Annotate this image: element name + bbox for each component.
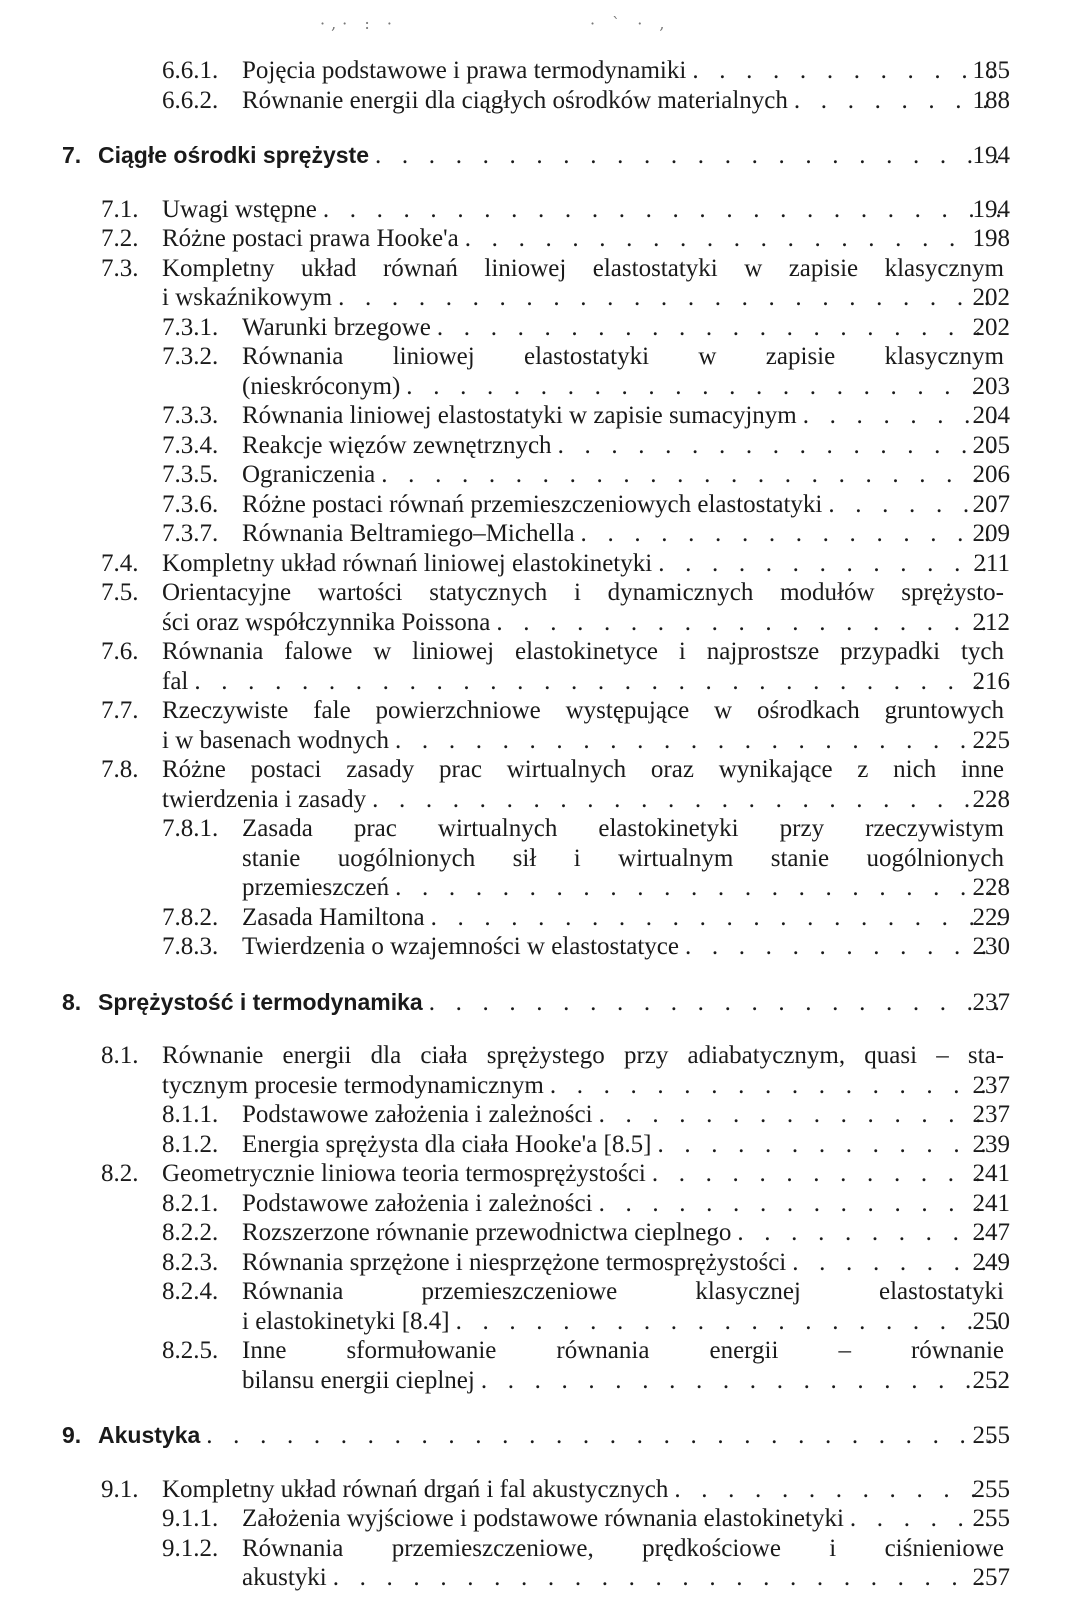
toc-entry-title-line: Różne postaci równań przemieszczeniowych elastostatyki [242, 490, 823, 518]
toc-entry-number: 6.6.1. [162, 57, 219, 84]
toc-entry-title [242, 903, 1004, 933]
dot-leader [395, 873, 1000, 903]
toc-entry-number: 8.2.2. [162, 1219, 219, 1246]
toc-subsection-entry[interactable] [0, 342, 1082, 401]
toc-page-number: 216 [972, 667, 1010, 695]
toc-entry-title-line: akustyki [242, 1564, 327, 1591]
toc-entry-number: 7.7. [101, 697, 139, 724]
dot-leader [381, 460, 1000, 490]
toc-entry-title-line: Równanie energii dla ciała sprężystego przy adiabatycznym, quasi – sta- [162, 1042, 1004, 1069]
toc-page-number: 207 [972, 490, 1010, 518]
toc-entry-title [242, 519, 1004, 549]
toc-entry-number: 7.3.6. [162, 490, 219, 518]
toc-page-number: 247 [972, 1219, 1010, 1246]
toc-subsection-entry[interactable] [0, 490, 1082, 520]
toc-entry-title-line: Rozszerzone równanie przewodnictwa cieplnego [242, 1219, 732, 1246]
toc-section-entry[interactable] [0, 696, 1082, 755]
toc-entry-title-line: Podstawowe założenia i zależności [242, 1101, 593, 1128]
toc-entry-title-line: Rzeczywiste fale powierzchniowe występujące w ośrodkach gruntowych [162, 697, 1004, 724]
toc-entry-number: 8.1.1. [162, 1101, 219, 1128]
toc-section-entry[interactable] [0, 755, 1082, 814]
dot-leader [599, 1189, 1000, 1219]
toc-section-entry[interactable] [0, 637, 1082, 696]
toc-page-number: 228 [972, 785, 1010, 813]
dot-leader [206, 1421, 1000, 1451]
toc-entry-title-line: Inne sformułowanie równania energii – równanie [242, 1337, 1004, 1364]
toc-subsection-entry[interactable] [0, 814, 1082, 903]
toc-subsection-entry[interactable] [0, 932, 1082, 962]
toc-entry-number: 8. [62, 988, 82, 1015]
toc-entry-title [162, 1475, 1004, 1505]
toc-entry-number: 8.1. [101, 1042, 139, 1069]
dot-leader [581, 519, 1000, 549]
dot-leader [658, 549, 1000, 579]
toc-page-number: 249 [972, 1248, 1010, 1276]
toc-entry-title-line: Równania Beltramiego–Michella [242, 520, 575, 547]
toc-section-entry[interactable] [0, 224, 1082, 254]
toc-entry-title [242, 1130, 1004, 1160]
toc-page-number: 188 [972, 86, 1010, 114]
dot-leader [338, 283, 1000, 313]
toc-entry-title [242, 86, 1004, 116]
toc-subsection-entry[interactable] [0, 1504, 1082, 1534]
toc-section-entry[interactable] [0, 1475, 1082, 1505]
dot-leader [372, 785, 1000, 815]
toc-chapter-entry[interactable] [0, 1421, 1082, 1451]
toc-subsection-entry[interactable] [0, 313, 1082, 343]
dot-leader [794, 86, 1000, 116]
toc-entry-title-line: Zasada Hamiltona [242, 903, 425, 931]
toc-entry-number: 7.4. [101, 549, 139, 577]
toc-entry-title-line: i w basenach wodnych [162, 726, 390, 754]
toc-entry-title-line: tycznym procesie termodynamicznym [162, 1071, 544, 1099]
toc-entry-title [242, 401, 1004, 431]
dot-leader [685, 932, 1000, 962]
toc-section-entry[interactable] [0, 549, 1082, 579]
toc-entry-title-line: Orientacyjne wartości statycznych i dynamicznych modułów sprężysto- [162, 579, 1004, 606]
toc-page-number: 239 [972, 1130, 1010, 1158]
toc-page-number: 255 [972, 1475, 1010, 1503]
toc-subsection-entry[interactable] [0, 519, 1082, 549]
toc-entry-number: 8.2. [101, 1160, 139, 1187]
dot-leader [496, 608, 1000, 638]
toc-subsection-entry[interactable] [0, 1218, 1082, 1248]
toc-entry-title [162, 224, 1004, 254]
toc-entry-title [242, 490, 1004, 520]
dot-leader [375, 141, 1000, 171]
toc-entry-number: 8.1.2. [162, 1130, 219, 1158]
toc-entry-title-line: przemieszczeń [242, 874, 390, 901]
toc-page-number: 212 [972, 608, 1010, 636]
toc-page-number: 241 [972, 1160, 1010, 1187]
toc-entry-title-line: Różne postaci zasady prac wirtualnych oraz wynikające z nich inne [162, 756, 1004, 783]
dot-leader [737, 1218, 1000, 1248]
toc-entry-title-line: i wskaźnikowym [162, 284, 333, 311]
dot-leader [558, 431, 1000, 461]
toc-entry-title-line: i elastokinetyki [8.4] [242, 1307, 450, 1335]
toc-subsection-entry[interactable] [0, 1534, 1082, 1593]
toc-entry-title-line: Równania przemieszczeniowe klasycznej elastostatyki [242, 1278, 1004, 1305]
toc-entry-title [242, 1336, 1004, 1395]
toc-entry-number: 7.3.3. [162, 402, 219, 429]
toc-subsection-entry[interactable] [0, 1248, 1082, 1278]
toc-entry-title-line: bilansu energii cieplnej [242, 1366, 475, 1394]
toc-entry-title [242, 460, 1004, 490]
dot-leader [692, 56, 1000, 86]
toc-entry-title [242, 1248, 1004, 1278]
toc-entry-title [242, 431, 1004, 461]
toc-entry-title [242, 313, 1004, 343]
dot-leader [431, 903, 1000, 933]
toc-entry-title [242, 814, 1004, 903]
toc-entry-title [98, 141, 1004, 171]
toc-page-number: 250 [972, 1307, 1010, 1335]
dot-leader [674, 1475, 1000, 1505]
toc-page-number: 229 [972, 903, 1010, 931]
dot-leader [323, 195, 1000, 225]
dot-leader [652, 1159, 1000, 1189]
toc-subsection-entry[interactable] [0, 460, 1082, 490]
toc-entry-title-line: stanie uogólnionych sił i wirtualnym stanie uogólnionych [242, 844, 1004, 872]
toc-entry-number: 9. [62, 1422, 82, 1448]
toc-page-number: 241 [972, 1189, 1010, 1217]
toc-entry-number: 8.2.5. [162, 1337, 219, 1364]
toc-page-number: 230 [972, 933, 1010, 960]
dot-leader [465, 224, 1000, 254]
toc-entry-title-line: Równania sprzężone i niesprzężone termosprężystości [242, 1248, 787, 1276]
toc-page-number: 203 [972, 372, 1010, 400]
toc-page-number: 194 [972, 195, 1010, 223]
toc-page-number: 237 [972, 1101, 1010, 1128]
toc-subsection-entry[interactable] [0, 431, 1082, 461]
toc-entry-title [242, 1504, 1004, 1534]
toc-entry-title-line: Sprężystość i termodynamika [98, 988, 423, 1015]
toc-page-number: 185 [972, 57, 1010, 84]
toc-entry-title-line: Uwagi wstępne [162, 195, 317, 223]
toc-entry-title-line: Kompletny układ równań liniowej elastokinetyki [162, 549, 653, 577]
toc-entry-title [242, 1100, 1004, 1130]
toc-entry-title [242, 1534, 1004, 1593]
toc-entry-number: 7. [62, 142, 82, 168]
toc-page-number: 194 [972, 142, 1010, 169]
toc-entry-number: 8.2.1. [162, 1189, 219, 1217]
toc-entry-title-line: Ograniczenia [242, 461, 376, 488]
toc-entry-title [98, 1421, 1004, 1451]
toc-entry-number: 7.5. [101, 579, 139, 606]
toc-subsection-entry[interactable] [0, 1277, 1082, 1336]
toc-entry-title-line: Równanie energii dla ciągłych ośrodków materialnych [242, 86, 788, 114]
table-of-contents [0, 56, 1082, 1593]
toc-entry-title [162, 1041, 1004, 1100]
dot-leader [437, 313, 1000, 343]
scan-artifact: · ` · , [590, 14, 671, 33]
toc-entry-title [162, 1159, 1004, 1189]
toc-entry-title [162, 254, 1004, 313]
dot-leader [599, 1100, 1000, 1130]
toc-entry-title [162, 549, 1004, 579]
toc-chapter-entry[interactable] [0, 988, 1082, 1018]
toc-entry-title [242, 56, 1004, 86]
toc-section-entry[interactable] [0, 1159, 1082, 1189]
toc-page-number: 204 [972, 402, 1010, 429]
toc-entry-number: 7.8.1. [162, 815, 219, 842]
toc-entry-title [242, 342, 1004, 401]
dot-leader [395, 726, 1000, 756]
dot-leader [406, 372, 1000, 402]
toc-entry-number: 9.1. [101, 1475, 139, 1503]
toc-entry-number: 7.6. [101, 638, 139, 665]
toc-entry-title-line: Twierdzenia o wzajemności w elastostatyce [242, 933, 679, 960]
toc-entry-title [242, 932, 1004, 962]
toc-section-entry[interactable] [0, 254, 1082, 313]
toc-entry-title-line: Różne postaci prawa Hooke'a [162, 225, 459, 252]
toc-entry-title-line: Geometrycznie liniowa teoria termosprężystości [162, 1160, 646, 1187]
toc-chapter-entry[interactable] [0, 141, 1082, 171]
dot-leader [803, 401, 1000, 431]
toc-entry-title-line: Akustyka [98, 1422, 201, 1448]
toc-page-number: 228 [972, 874, 1010, 901]
toc-entry-title [98, 988, 1004, 1018]
toc-entry-title [162, 696, 1004, 755]
toc-entry-number: 7.3.7. [162, 520, 219, 547]
toc-entry-title [162, 637, 1004, 696]
toc-entry-title-line: Zasada prac wirtualnych elastokinetyki przy rzeczywistym [242, 815, 1004, 842]
toc-page-number: 205 [972, 431, 1010, 459]
toc-subsection-entry[interactable] [0, 1336, 1082, 1395]
toc-page-number: 198 [972, 225, 1010, 252]
toc-page-number: 255 [972, 1422, 1010, 1449]
toc-entry-title-line: Pojęcia podstawowe i prawa termodynamiki [242, 57, 687, 84]
toc-entry-title-line: Równania liniowej elastostatyki w zapisie klasycznym [242, 343, 1004, 370]
toc-section-entry[interactable] [0, 1041, 1082, 1100]
toc-entry-number: 7.8.3. [162, 933, 219, 960]
toc-entry-title-line: Równania falowe w liniowej elastokinetyce i najprostsze przypadki tych [162, 638, 1004, 665]
toc-entry-title [242, 1189, 1004, 1219]
dot-leader [194, 667, 1000, 697]
toc-entry-title-line: Energia sprężysta dla ciała Hooke'a [8.5] [242, 1130, 652, 1158]
toc-entry-number: 7.8. [101, 756, 139, 783]
toc-entry-number: 7.3.1. [162, 313, 219, 341]
toc-entry-number: 6.6.2. [162, 86, 219, 114]
toc-subsection-entry[interactable] [0, 401, 1082, 431]
toc-subsection-entry[interactable] [0, 1189, 1082, 1219]
toc-page-number: 209 [972, 520, 1010, 547]
toc-subsection-entry[interactable] [0, 903, 1082, 933]
dot-leader [792, 1248, 1000, 1278]
toc-subsection-entry[interactable] [0, 1100, 1082, 1130]
toc-page-number: 202 [972, 284, 1010, 311]
toc-entry-number: 7.3.4. [162, 431, 219, 459]
toc-entry-number: 7.8.2. [162, 903, 219, 931]
scan-artifact: ·,· : · [320, 14, 398, 33]
toc-entry-number: 7.3.5. [162, 461, 219, 488]
toc-page-number: 211 [973, 549, 1010, 577]
toc-entry-title-line: Kompletny układ równań liniowej elastostatyki w zapisie klasycznym [162, 254, 1004, 282]
toc-entry-title-line: Podstawowe założenia i zależności [242, 1189, 593, 1217]
dot-leader [456, 1307, 1000, 1337]
toc-entry-number: 8.2.4. [162, 1278, 219, 1305]
toc-entry-number: 7.3.2. [162, 343, 219, 370]
toc-page-number: 202 [972, 313, 1010, 341]
toc-entry-title-line: ści oraz współczynnika Poissona [162, 608, 491, 636]
toc-page-number: 237 [972, 988, 1010, 1016]
toc-entry-number: 7.2. [101, 225, 139, 252]
toc-subsection-entry[interactable] [0, 56, 1082, 86]
toc-subsection-entry[interactable] [0, 1130, 1082, 1160]
dot-leader [429, 988, 1000, 1018]
toc-entry-number: 8.2.3. [162, 1248, 219, 1276]
toc-subsection-entry[interactable] [0, 86, 1082, 116]
toc-page-number: 257 [972, 1564, 1010, 1591]
dot-leader [550, 1071, 1000, 1101]
toc-entry-title-line: Warunki brzegowe [242, 313, 431, 341]
toc-entry-title-line: Równania przemieszczeniowe, prędkościowe i ciśnieniowe [242, 1534, 1004, 1562]
toc-entry-title [162, 755, 1004, 814]
toc-section-entry[interactable] [0, 578, 1082, 637]
toc-page-number: 206 [972, 461, 1010, 488]
toc-page-number: 237 [972, 1071, 1010, 1099]
toc-entry-title-line: Kompletny układ równań drgań i fal akustycznych [162, 1475, 669, 1503]
toc-entry-title-line: twierdzenia i zasady [162, 785, 367, 813]
toc-entry-number: 9.1.2. [162, 1534, 219, 1562]
toc-entry-title [162, 195, 1004, 225]
dot-leader [657, 1130, 1000, 1160]
toc-entry-title [242, 1218, 1004, 1248]
toc-entry-number: 9.1.1. [162, 1505, 219, 1532]
toc-entry-number: 7.3. [101, 254, 139, 282]
toc-entry-title-line: (nieskróconym) [242, 372, 401, 400]
toc-page-number: 255 [972, 1505, 1010, 1532]
toc-entry-title-line: Ciągłe ośrodki sprężyste [98, 142, 369, 168]
toc-entry-title [242, 1277, 1004, 1336]
toc-entry-title-line: fal [162, 667, 189, 695]
dot-leader [333, 1563, 1000, 1593]
toc-section-entry[interactable] [0, 195, 1082, 225]
toc-entry-title-line: Założenia wyjściowe i podstawowe równania elastokinetyki [242, 1505, 844, 1532]
toc-entry-title-line: Reakcje więzów zewnętrznych [242, 431, 552, 459]
toc-entry-title-line: Równania liniowej elastostatyki w zapisie sumacyjnym [242, 402, 797, 429]
dot-leader [481, 1366, 1000, 1396]
toc-page-number: 252 [972, 1366, 1010, 1394]
toc-entry-number: 7.1. [101, 195, 139, 223]
toc-page-number: 225 [972, 726, 1010, 754]
toc-entry-title [162, 578, 1004, 637]
